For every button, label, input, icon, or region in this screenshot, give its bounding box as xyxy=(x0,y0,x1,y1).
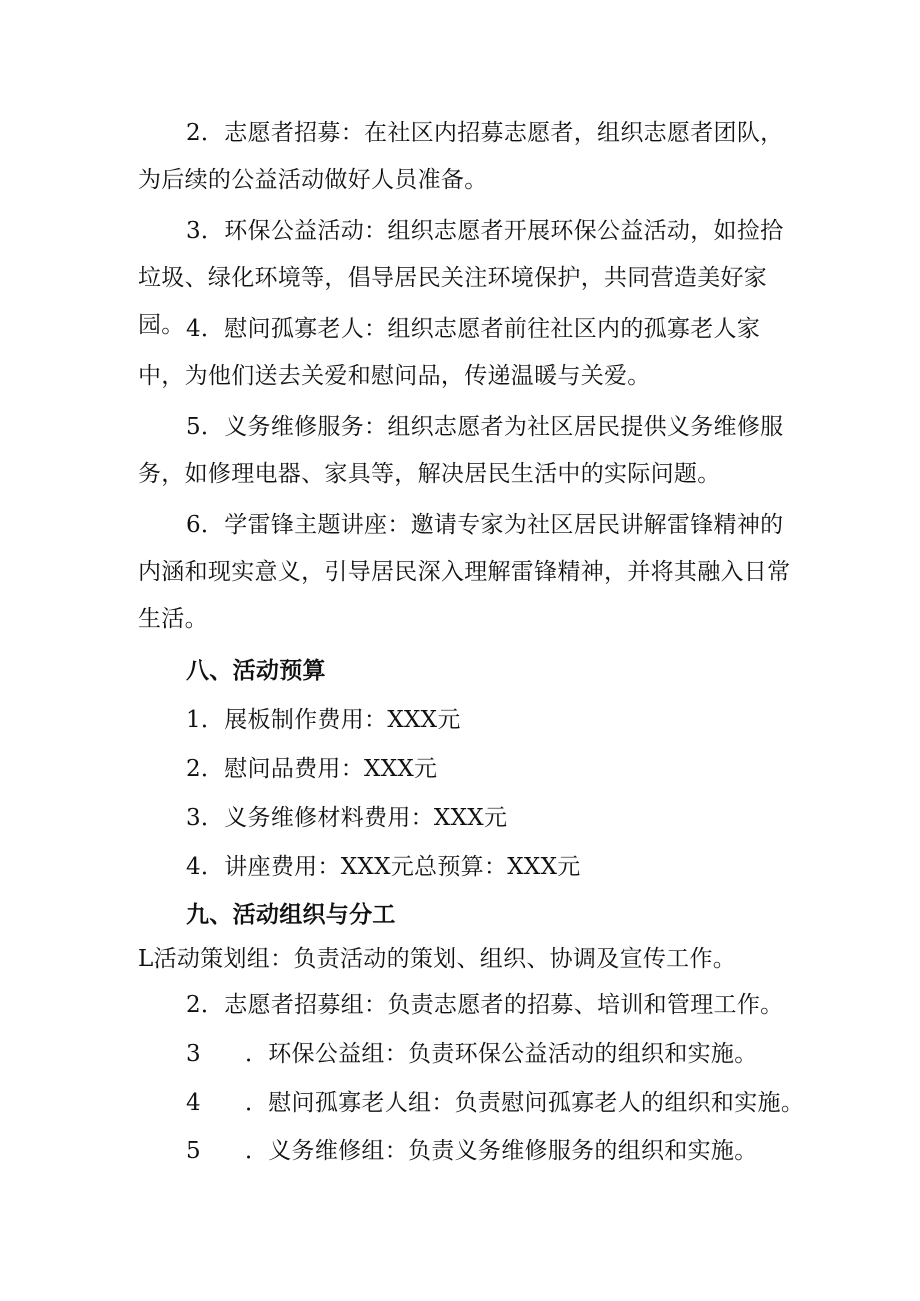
item-text: ．义务维修组：负责义务维修服务的组织和实施。 xyxy=(244,1138,758,1164)
paragraph-repair-service: 5．义务维修服务：组织志愿者为社区居民提供义务维修服务，如修理电器、家具等，解决居民生活中的实际问题。 xyxy=(138,414,784,487)
budget-heading: 八、活动预算 xyxy=(186,657,326,684)
item-number: 5 xyxy=(186,1138,201,1164)
paragraph-volunteer-recruitment: 2．志愿者招募：在社区内招募志愿者，组织志愿者团队，为后续的公益活动做好人员准备。 xyxy=(138,120,784,193)
organization-item xyxy=(186,1088,804,1118)
organization-item xyxy=(186,1039,758,1069)
budget-item: 3．义务维修材料费用：XXX元 xyxy=(186,805,508,831)
paragraph-elderly-visit: 4．慰问孤寡老人：组织志愿者前往社区内的孤寡老人家中，为他们送去关爱和慰问品，传递温暖与关爱。 xyxy=(138,316,761,389)
organization-item: L活动策划组：负责活动的策划、组织、协调及宣传工作。 xyxy=(138,946,737,972)
organization-item xyxy=(186,1136,758,1166)
item-text: ．慰问孤寡老人组：负责慰问孤寡老人的组织和实施。 xyxy=(244,1090,805,1116)
budget-item: 4．讲座费用：XXX元总预算：XXX元 xyxy=(186,854,581,880)
organization-heading: 九、活动组织与分工 xyxy=(186,901,396,928)
budget-item: 1．展板制作费用：XXX元 xyxy=(186,707,461,733)
item-text: ．环保公益组：负责环保公益活动的组织和实施。 xyxy=(244,1041,758,1067)
item-number: 3 xyxy=(186,1041,201,1067)
organization-item: 2．志愿者招募组：负责志愿者的招募、培训和管理工作。 xyxy=(186,992,784,1018)
paragraph-lecture: 6．学雷锋主题讲座：邀请专家为社区居民讲解雷锋精神的内涵和现实意义，引导居民深入理解雷锋精神，并将其融入日常生活。 xyxy=(138,512,791,632)
budget-item: 2．慰问品费用：XXX元 xyxy=(186,756,438,782)
item-number: 4 xyxy=(186,1090,201,1116)
paragraph-environmental-activity: 3．环保公益活动：组织志愿者开展环保公益活动，如捡拾垃圾、绿化环境等，倡导居民关注环境保护，共同营造美好家园。 xyxy=(138,218,784,338)
